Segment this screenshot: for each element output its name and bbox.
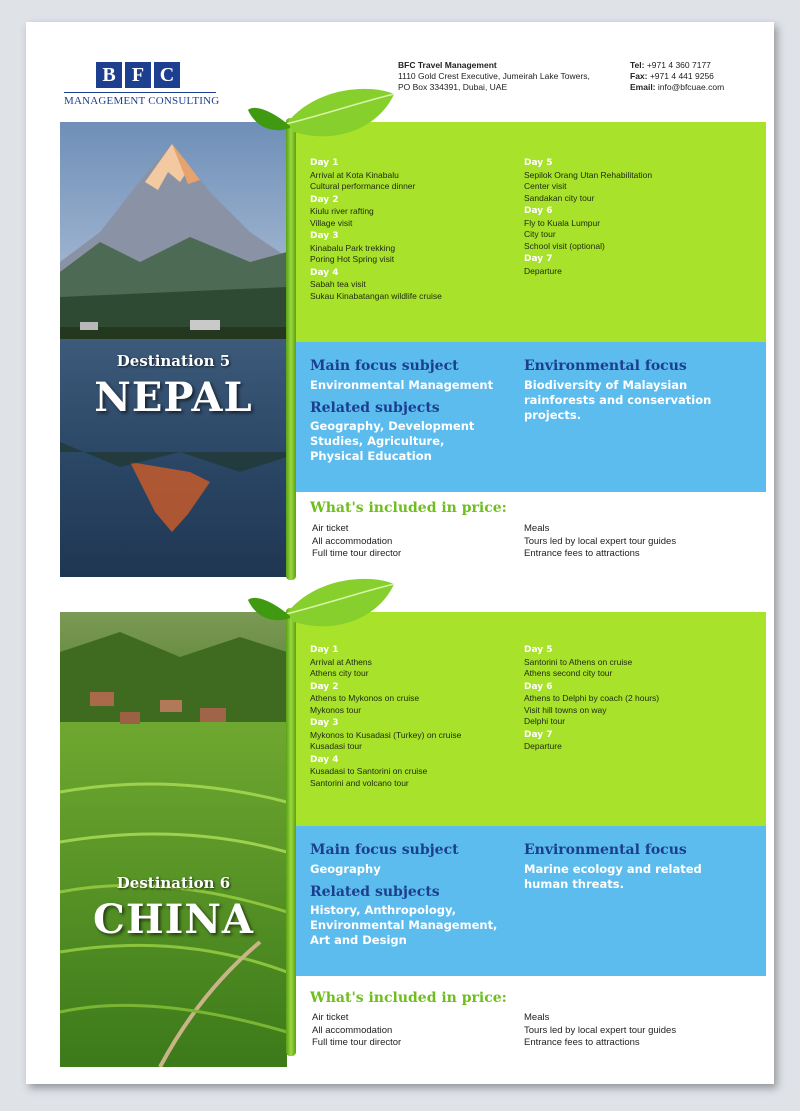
day-item: Visit hill towns on way <box>524 704 607 715</box>
day-title: Day 5 <box>524 158 553 168</box>
day-item: Departure <box>524 741 562 751</box>
included-item: Tours led by local expert tour guides <box>524 1024 677 1036</box>
included-item: Tours led by local expert tour guides <box>524 535 677 547</box>
fax-label: Fax: <box>630 71 648 81</box>
related-line: History, Anthropology, <box>310 903 456 917</box>
env-line: Biodiversity of Malaysian <box>524 378 688 392</box>
included-item: Full time tour director <box>312 548 402 559</box>
day-item: Delphi tour <box>524 716 566 726</box>
rice-terrace-image <box>60 612 287 1067</box>
contact-info <box>630 60 724 93</box>
included-item: Meals <box>524 1012 550 1023</box>
included-list-right <box>524 523 676 561</box>
logo-letter: C <box>154 62 180 88</box>
destination-section-china <box>60 612 740 1072</box>
related-line: Studies, Agriculture, <box>310 434 445 448</box>
day-title: Day 3 <box>310 231 339 241</box>
day-item: Santorini to Athens on cruise <box>524 656 633 667</box>
company-name: BFC Travel Management <box>398 60 497 70</box>
day-item: Sandakan city tour <box>524 192 595 203</box>
included-item: All accommodation <box>312 535 393 547</box>
day-item: Cultural performance dinner <box>310 181 416 191</box>
related-subjects <box>310 903 520 948</box>
main-focus-value: Geography <box>310 862 381 876</box>
related-line: Physical Education <box>310 449 432 463</box>
itinerary-days-left <box>310 158 530 302</box>
logo-divider <box>64 92 216 93</box>
day-item: Kiulu river rafting <box>310 206 374 216</box>
day-title: Day 3 <box>310 718 339 728</box>
included-item: Air ticket <box>312 1012 349 1023</box>
plant-stem <box>286 608 296 1056</box>
day-item: Santorini and volcano tour <box>310 777 409 788</box>
day-item: Fly to Kuala Lumpur <box>524 217 601 228</box>
day-item: Kusadasi tour <box>310 741 362 751</box>
day-item: Athens city tour <box>310 668 369 678</box>
env-focus-heading: Environmental focus <box>524 842 687 858</box>
env-line: projects. <box>524 408 582 422</box>
env-line: rainforests and conservation <box>524 393 712 407</box>
day-item: Poring Hot Spring visit <box>310 254 395 264</box>
env-focus-heading: Environmental focus <box>524 358 687 374</box>
included-item: Air ticket <box>312 523 349 534</box>
day-item: Athens second city tour <box>524 668 613 678</box>
destination-label: Destination 6 <box>116 874 231 892</box>
day-item: City tour <box>524 229 556 239</box>
destination-name: NEPAL <box>94 374 253 421</box>
day-title: Day 2 <box>310 194 339 205</box>
leaf-icon <box>246 574 396 646</box>
day-item: Mykonos to Kusadasi (Turkey) on cruise <box>310 729 462 740</box>
main-focus-heading: Main focus subject <box>310 358 459 374</box>
env-line: Marine ecology and related <box>524 862 702 876</box>
destination-label: Destination 5 <box>116 352 231 370</box>
related-heading: Related subjects <box>310 400 440 416</box>
day-title: Day 2 <box>310 681 339 692</box>
email-label: Email: <box>630 82 656 92</box>
day-item: Athens to Delphi by coach (2 hours) <box>524 693 660 703</box>
included-list-right <box>524 1012 676 1050</box>
included-list-left <box>312 1012 401 1050</box>
day-item: Athens to Mykonos on cruise <box>310 693 420 703</box>
day-item: Center visit <box>524 181 567 191</box>
included-item: Full time tour director <box>312 1037 402 1048</box>
china-photo <box>60 612 287 1067</box>
day-item: Arrival at Kota Kinabalu <box>310 169 399 180</box>
nepal-photo <box>60 122 287 577</box>
mountain-lake-image <box>60 122 287 577</box>
day-item: Departure <box>524 265 562 276</box>
itinerary-days-left <box>310 645 530 789</box>
env-line: human threats. <box>524 877 624 891</box>
day-item: Arrival at Athens <box>310 656 372 667</box>
related-line: Art and Design <box>310 933 407 947</box>
included-item: Entrance fees to attractions <box>524 1037 640 1048</box>
day-item: Sukau Kinabatangan wildlife cruise <box>310 290 442 301</box>
day-title: Day 6 <box>524 681 553 692</box>
itinerary-days-right <box>524 645 724 753</box>
company-info <box>398 60 590 93</box>
leaf-icon <box>246 84 396 156</box>
main-focus-value: Environmental Management <box>310 378 494 392</box>
day-title: Day 5 <box>524 645 553 655</box>
day-title: Day 7 <box>524 729 553 740</box>
related-line: Geography, Development <box>310 419 475 433</box>
logo-subtitle: MANAGEMENT CONSULTING <box>64 95 220 107</box>
env-focus-text <box>524 378 734 423</box>
day-item: Kusadasi to Santorini on cruise <box>310 766 428 776</box>
plant-stem <box>286 118 296 580</box>
day-title: Day 7 <box>524 254 553 264</box>
included-heading: What's included in price: <box>310 500 507 516</box>
day-title: Day 1 <box>310 158 339 168</box>
day-title: Day 1 <box>310 645 339 655</box>
itinerary-days-right <box>524 158 724 277</box>
day-title: Day 6 <box>524 206 553 216</box>
day-item: Village visit <box>310 217 353 228</box>
day-title: Day 4 <box>310 754 339 765</box>
destination-section-nepal <box>60 122 740 582</box>
company-address-line: PO Box 334391, Dubai, UAE <box>398 82 508 92</box>
day-item: School visit (optional) <box>524 240 605 251</box>
logo-letter: B <box>96 62 122 88</box>
main-focus-heading: Main focus subject <box>310 842 459 858</box>
included-item: Meals <box>524 523 550 534</box>
related-subjects <box>310 419 510 464</box>
related-heading: Related subjects <box>310 884 440 900</box>
included-item: All accommodation <box>312 1024 393 1036</box>
day-item: Sabah tea visit <box>310 279 366 289</box>
related-line: Environmental Management, <box>310 918 498 932</box>
included-item: Entrance fees to attractions <box>524 548 640 559</box>
fax-value: +971 4 441 9256 <box>647 71 714 81</box>
company-address-line: 1110 Gold Crest Executive, Jumeirah Lake Towers, <box>398 71 590 81</box>
tel-label: Tel: <box>630 60 645 70</box>
day-item: Sepilok Orang Utan Rehabilitation <box>524 169 653 180</box>
day-item: Kinabalu Park trekking <box>310 242 396 253</box>
tel-value: +971 4 360 7177 <box>644 60 711 70</box>
logo-letter: F <box>125 62 151 88</box>
bfc-logo <box>64 62 220 107</box>
day-item: Mykonos tour <box>310 704 362 715</box>
brochure-page <box>26 22 774 1084</box>
day-title: Day 4 <box>310 267 339 278</box>
included-heading: What's included in price: <box>310 990 507 1006</box>
env-focus-text <box>524 862 734 892</box>
included-list-left <box>312 523 401 561</box>
email-value: info@bfcuae.com <box>655 82 725 92</box>
destination-name: CHINA <box>93 896 254 943</box>
